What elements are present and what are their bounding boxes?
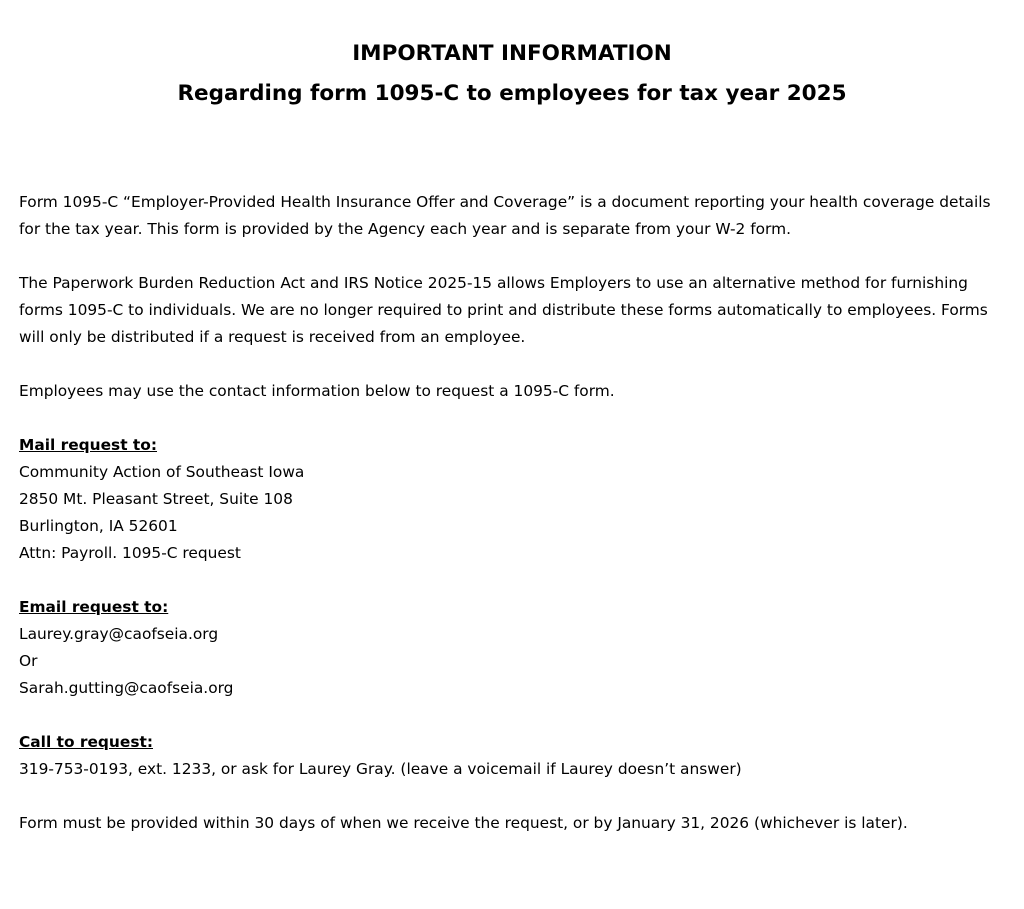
mail-line: 2850 Mt. Pleasant Street, Suite 108 — [19, 490, 293, 508]
call-details: 319-753-0193, ext. 1233, or ask for Laurey Gray. (leave a voicemail if Laurey doesn’t answer) — [19, 760, 742, 778]
title-line-2: Regarding form 1095-C to employees for tax year 2025 — [177, 81, 847, 106]
intro-paragraph-1: Form 1095-C “Employer-Provided Health Insurance Offer and Coverage” is a document reporting your health coverage details for the tax year. This form is provided by the Agency each year and is separate from your W-2 form. — [19, 193, 991, 238]
closing-paragraph: Form must be provided within 30 days of when we receive the request, or by January 31, 2026 (whichever is later). — [19, 814, 908, 832]
email-address-laurey: Laurey.gray@caofseia.org — [19, 625, 219, 643]
email-or: Or — [19, 652, 38, 670]
mail-line: Community Action of Southeast Iowa — [19, 463, 305, 481]
mail-heading: Mail request to: — [19, 436, 158, 454]
call-heading: Call to request: — [19, 733, 153, 751]
email-heading: Email request to: — [19, 598, 169, 616]
intro-paragraph-3: Employees may use the contact information below to request a 1095-C form. — [19, 382, 615, 400]
mail-line: Burlington, IA 52601 — [19, 517, 178, 535]
mail-section — [19, 432, 1009, 567]
call-section — [19, 729, 1009, 783]
email-address-sarah: Sarah.gutting@caofseia.org — [19, 679, 234, 697]
page-title — [0, 34, 1024, 114]
title-line-1: IMPORTANT INFORMATION — [352, 41, 672, 66]
email-section — [19, 594, 1009, 702]
intro-paragraph-2: The Paperwork Burden Reduction Act and IRS Notice 2025-15 allows Employers to use an alternative method for furnishing forms 1095-C to individuals. We are no longer required to print and distribute these forms automatically to employees. Forms will only be distributed if a request is received from an employee. — [19, 274, 988, 346]
mail-line: Attn: Payroll. 1095-C request — [19, 544, 241, 562]
document-body — [19, 189, 1009, 864]
